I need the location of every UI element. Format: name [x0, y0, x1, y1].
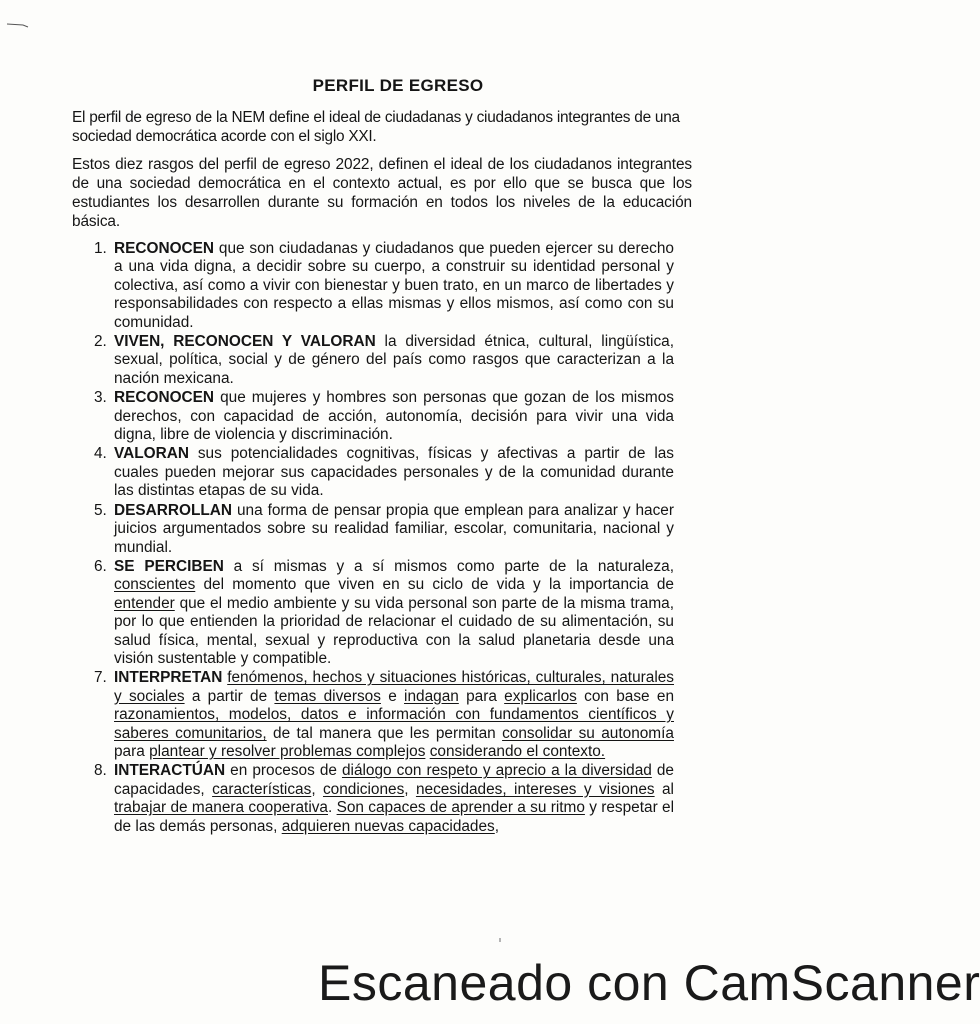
- trait-underlined-text: diálogo con respeto y aprecio a la diversidad: [341, 762, 652, 780]
- trait-text: de tal manera que les permitan: [266, 724, 503, 742]
- trait-text: e: [380, 687, 405, 705]
- trait-keyword: VALORAN: [114, 445, 189, 463]
- trait-item: [72, 445, 674, 500]
- trait-underlined-text: características: [212, 780, 312, 798]
- trait-number: 2.: [94, 333, 107, 351]
- trait-keyword: SE PERCIBEN: [114, 557, 224, 575]
- page-title: PERFIL DE EGRESO: [312, 76, 484, 95]
- trait-text: .: [328, 799, 337, 817]
- trait-underlined-text: fenómenos, hechos y situaciones históricas, culturales, naturales y sociales: [114, 669, 674, 705]
- trait-underlined-text: indagan: [404, 687, 459, 705]
- trait-underlined-text: adquieren nuevas capacidades: [281, 817, 495, 835]
- trait-item: [72, 669, 674, 761]
- trait-number: 1.: [94, 240, 107, 257]
- trait-text: que el medio ambiente y su vida personal son parte de la misma trama, por lo que entienden la prioridad de relacionar el cuidado de su alimentación, su salud física, mental, sexual y reproductiva con la salud planetaria desde una visión sustentable y compatible.: [114, 594, 674, 667]
- trait-text: de capacidades,: [114, 762, 674, 798]
- trait-text: para: [458, 687, 505, 705]
- corner-scan-mark: [6, 22, 30, 29]
- trait-text: del momento que viven en su ciclo de vida y la importancia de: [195, 576, 674, 594]
- trait-underlined-text: conscientes: [114, 576, 196, 594]
- trait-text: con base en: [576, 687, 675, 705]
- trait-text: a sí mismas y a sí mismos como parte de la naturaleza,: [223, 557, 674, 575]
- trait-underlined-text: entender: [114, 594, 175, 612]
- scan-speck: [499, 938, 501, 942]
- trait-text: a partir de: [184, 687, 275, 705]
- trait-underlined-text: temas diversos: [274, 687, 381, 705]
- trait-underlined-text: plantear y resolver problemas complejos: [149, 742, 426, 760]
- trait-list: [72, 240, 674, 837]
- trait-text: ,: [311, 780, 323, 798]
- trait-keyword: INTERPRETAN: [114, 669, 223, 687]
- trait-text: y respetar el de las demás personas,: [114, 799, 674, 835]
- trait-number: 4.: [94, 445, 107, 463]
- trait-item: [72, 762, 674, 836]
- trait-text: sus potencialidades cognitivas, físicas y afectivas a partir de las cuales pueden mejorar sus capacidades personales y de la comunidad durante las distintas etapas de su vida.: [114, 445, 674, 500]
- trait-text: una forma de pensar propia que emplean para analizar y hacer juicios argumentados sobre su realidad familiar, escolar, comunitaria, nacional y mundial.: [114, 501, 674, 556]
- trait-underlined-text: necesidades, intereses y visiones: [415, 780, 655, 798]
- intro-paragraph: El perfil de egreso de la NEM define el ideal de ciudadanas y ciudadanos integrantes de una sociedad democrática acorde con el siglo XXI.: [72, 109, 680, 145]
- trait-number: 3.: [94, 389, 107, 407]
- trait-keyword: RECONOCEN: [114, 389, 215, 407]
- trait-text: al: [654, 780, 674, 798]
- trait-keyword: INTERACTÚAN: [114, 762, 226, 780]
- trait-item: [72, 502, 674, 557]
- trait-number: 8.: [94, 762, 107, 780]
- trait-text: en procesos de: [225, 762, 342, 780]
- trait-text: que mujeres y hombres son personas que gozan de los mismos derechos, con capacidad de acción, autonomía, decisión para vivir una vida digna, libre de violencia y discriminación.: [114, 389, 674, 444]
- trait-text: que son ciudadanas y ciudadanos que pueden ejercer su derecho a una vida digna, a decidir sobre su cuerpo, a construir su identidad personal y colectiva, así como a vivir con bienestar y buen trato, en un marco de libertades y responsabilidades con respecto a ellas mismas y ellos mismos, así como con su comunidad.: [114, 240, 674, 331]
- scanner-watermark-text: Escaneado con CamScanner: [318, 955, 980, 1011]
- trait-underlined-text: trabajar de manera cooperativa: [114, 799, 328, 817]
- scanner-watermark: [318, 955, 980, 1024]
- trait-item: [72, 389, 674, 444]
- trait-underlined-text: consolidar su autonomía: [502, 724, 674, 742]
- trait-keyword: DESARROLLAN: [114, 501, 232, 519]
- trait-number: 5.: [94, 501, 107, 519]
- trait-number: 7.: [94, 669, 107, 687]
- trait-underlined-text: explicarlos: [504, 687, 577, 705]
- trait-underlined-text: Son capaces de aprender a su ritmo: [336, 799, 585, 817]
- trait-text: ,: [404, 780, 416, 798]
- trait-underlined-text: condiciones: [322, 780, 405, 798]
- trait-item: [72, 240, 674, 332]
- trait-item: [72, 333, 674, 388]
- trait-text: para: [114, 742, 150, 760]
- trait-text: ,: [494, 817, 500, 835]
- trait-keyword: RECONOCEN: [114, 240, 215, 257]
- trait-item: [72, 558, 674, 668]
- trait-number: 6.: [94, 557, 107, 575]
- trait-underlined-text: razonamientos, modelos, datos e información con fundamentos científicos y saberes comunitarios,: [114, 706, 674, 742]
- trait-underlined-text: considerando el contexto.: [429, 742, 606, 760]
- description-paragraph: Estos diez rasgos del perfil de egreso 2022, definen el ideal de los ciudadanos integrantes de una sociedad democrática en el contexto actual, es por ello que se busca que los estudiantes los desarrollen durante su formación en todos los niveles de la educación básica.: [72, 156, 692, 230]
- trait-text: la diversidad étnica, cultural, lingüística, sexual, política, social y de género del país como rasgos que caracterizan a la nación mexicana.: [114, 333, 674, 387]
- trait-keyword: VIVEN, RECONOCEN Y VALORAN: [114, 333, 376, 351]
